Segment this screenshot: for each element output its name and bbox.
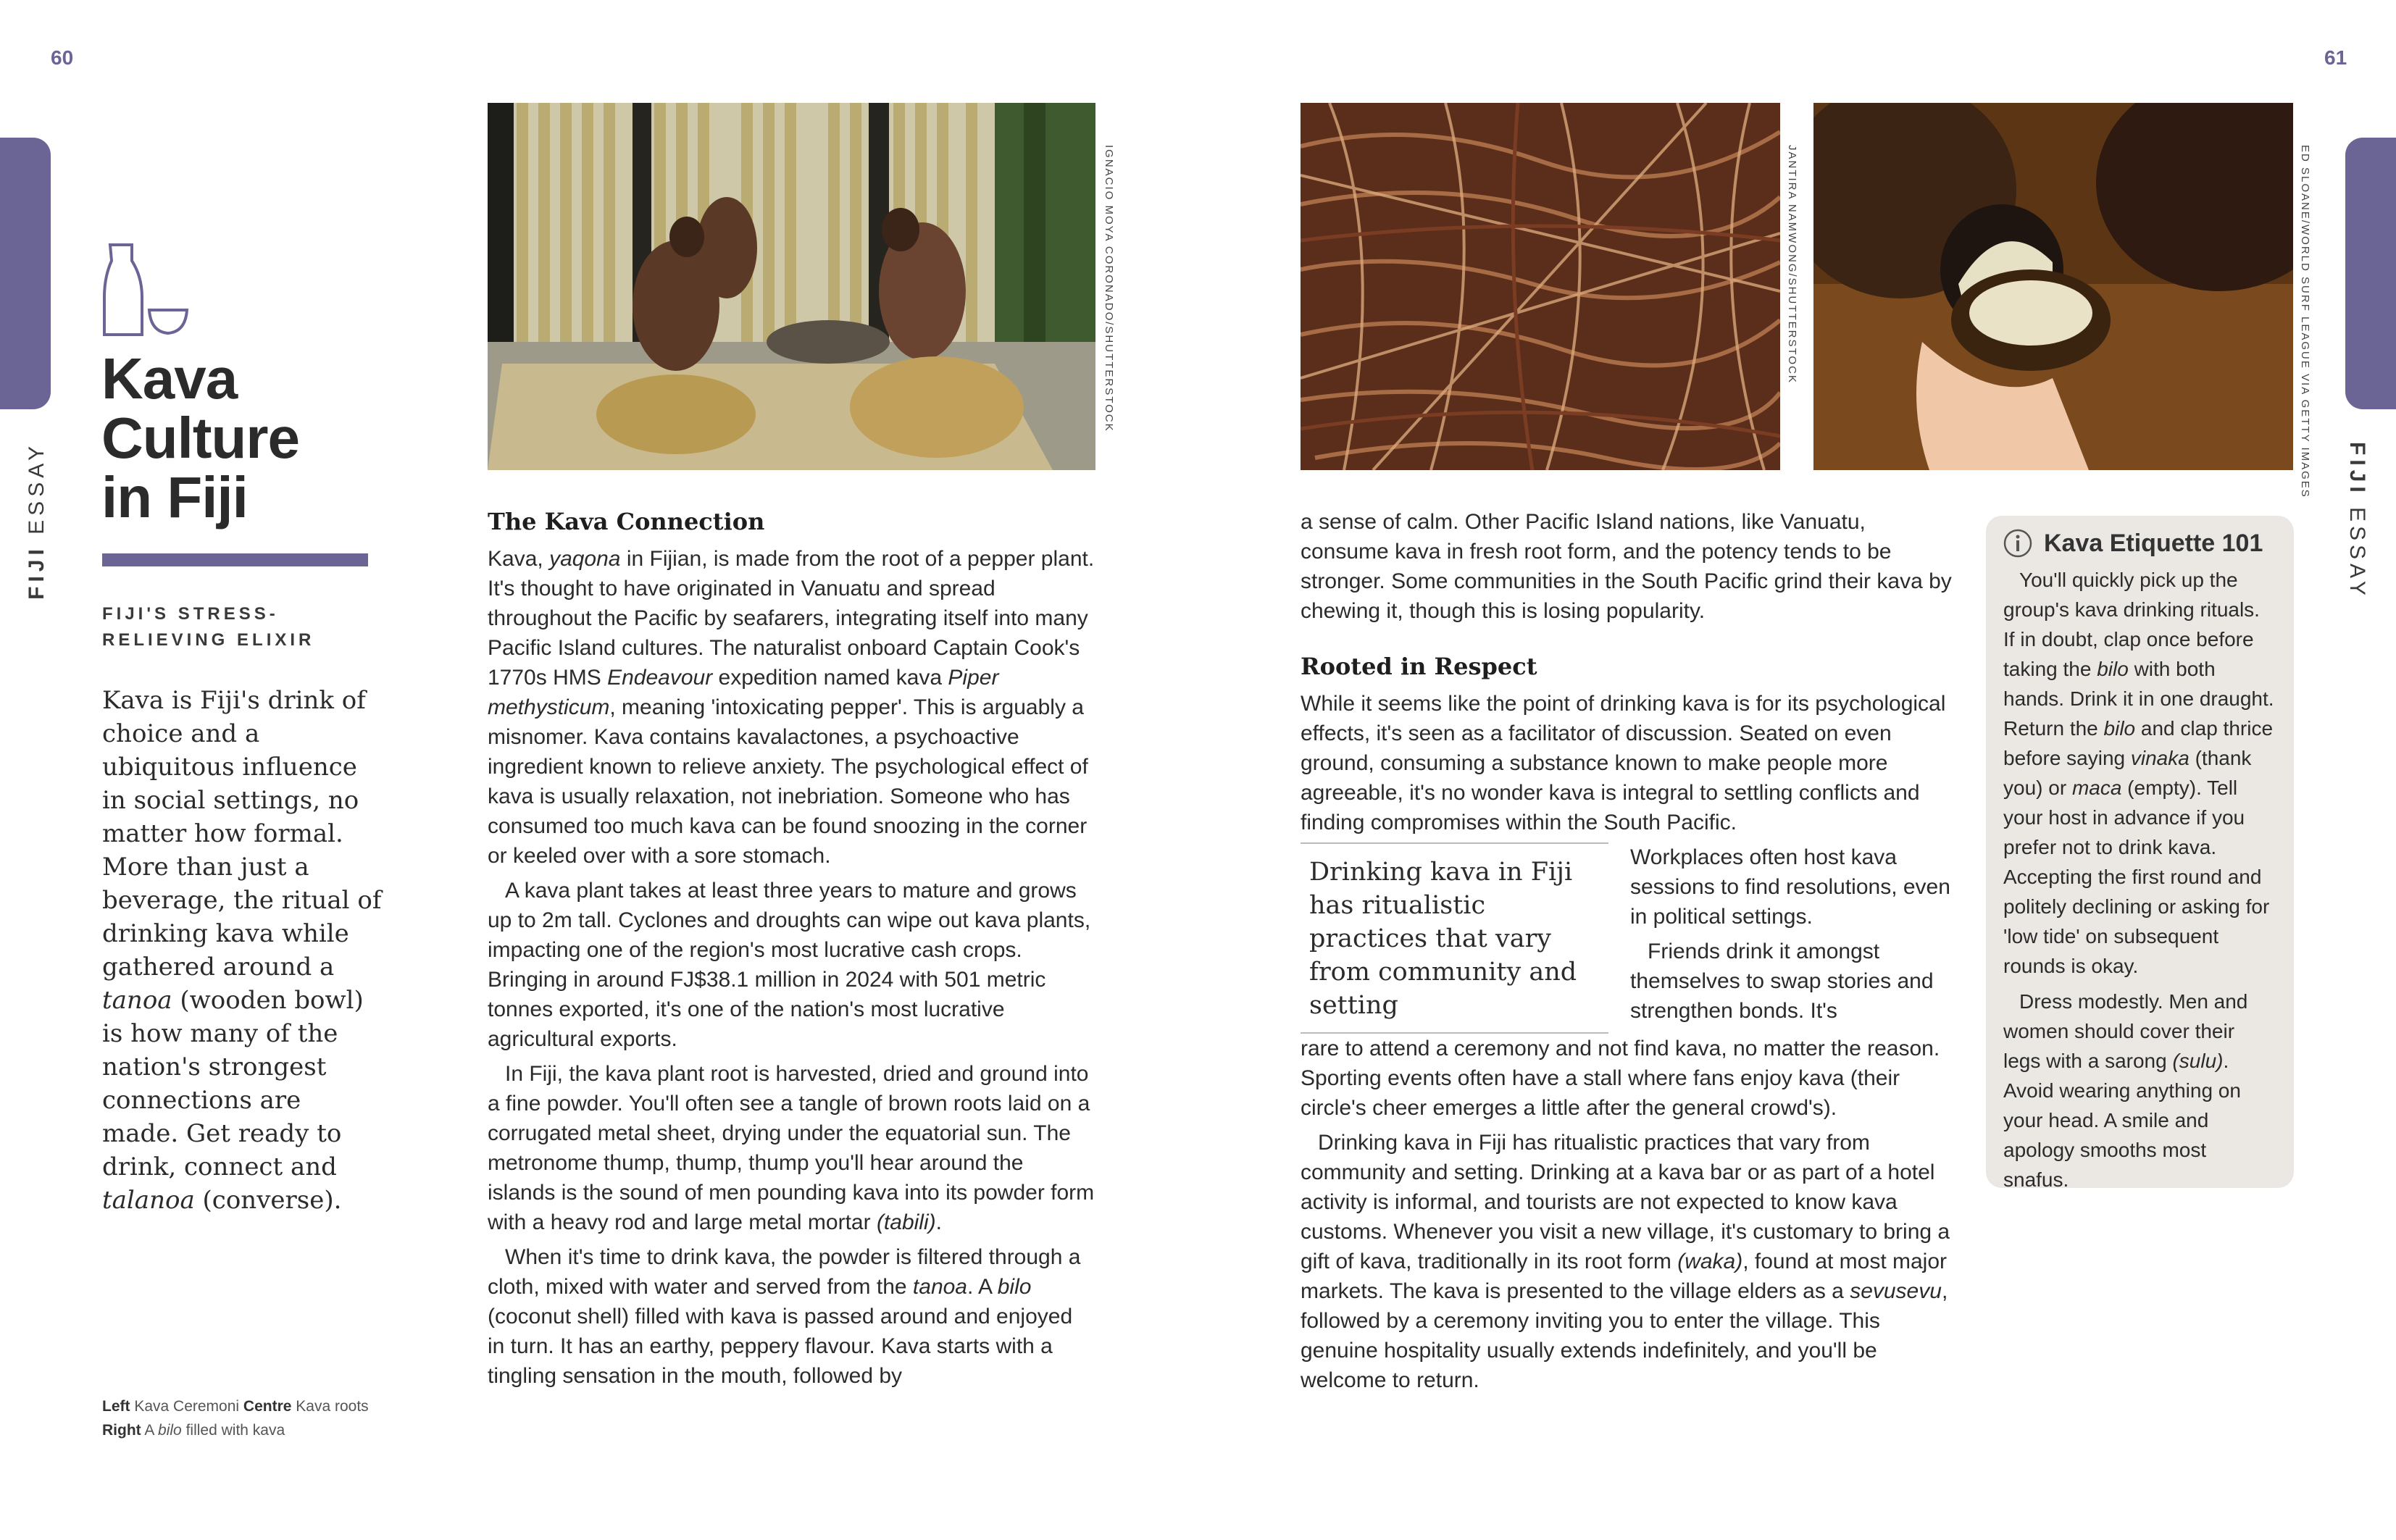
section-tab-right [2345,138,2396,409]
paragraph: Friends drink it amongst themselves to swap stories and strengthen bonds. It's [1630,940,1934,1023]
section-heading: The Kava Connection [488,508,765,535]
paragraph: When it's time to drink kava, the powder is filtered through a cloth, mixed with water and served from the tanoa. A bilo (coconut shell) filled with kava is passed around and enjoyed in turn. It has an earthy, peppery flavour. Kava starts with a tingling sensation in the mouth, followed by [488,1245,1081,1388]
section-label-bold: FIJI [25,545,49,600]
title-line: Kava [101,346,238,411]
term-tanoa: tanoa [102,986,172,1015]
article-column-2 [1301,507,1953,1400]
kava-roots-photo [1301,103,1780,470]
page-number-right: 61 [2324,46,2347,69]
paragraph: Drinking kava in Fiji has ritualistic practices that vary from community and setting. Drinking at a kava bar or as part of a hotel activity is informal, and tourists are not expected to know kava customs. Whenever you visit a new village, it's customary to bring a gift of kava, traditionally in its root form (waka), found at most major markets. The kava is presented to the village elders as a sevusevu, followed by a ceremony inviting you to enter the village. This genuine hospitality usually extends indefinitely, and you'll be welcome to return. [1301,1131,1950,1392]
article-column-1 [488,507,1095,1396]
photo-credit-right: ED SLOANE/WORLD SURF LEAGUE VIA GETTY IMAGES [2299,145,2311,498]
sidebar-title: Kava Etiquette 101 [2044,529,2263,557]
section-label-bold: FIJI [2345,442,2369,497]
photo-caption: Left Kava Ceremoni Centre Kava roots Right A bilo filled with kava [102,1398,369,1439]
section-label-right [2345,442,2369,600]
paragraph: While it seems like the point of drinking kava is for its psychological effects, it's seen as a facilitator of discussion. Seated on even ground, consuming a substance known to make people more agreeable, it's no wonder kava is integral to settling conflicts and finding compromises within the South Pacific. [1301,692,1946,834]
kicker [102,601,314,653]
paragraph: You'll quickly pick up the group's kava drinking rituals. If in doubt, clap once before taking the bilo with both hands. Drink it in one draught. Return the bilo and clap thrice before saying vinaka (thank you) or maca (empty). Tell your host in advance if you prefer not to drink kava. Accepting the first round and politely declining or asking for 'low tide' on subsequent rounds is okay. [2003,569,2274,977]
sidebar-body [2003,565,2276,1194]
kicker-line: FIJI'S STRESS- [102,604,279,624]
page-number-left: 60 [51,46,74,69]
paragraph: A kava plant takes at least three years to mature and grows up to 2m tall. Cyclones and droughts can wipe out kava plants, impacting one of the region's most lucrative cash crops. Bringing in around FJ$38.1 million in 2024 with 501 metric tonnes exported, it's one of the nation's most lucrative agricultural exports. [488,879,1091,1051]
title-line: in Fiji [101,465,248,530]
bilo-photo [1813,103,2293,470]
pull-quote: Drinking kava in Fiji has ritualistic practices that vary from community and setting [1301,842,1608,1034]
paragraph: In Fiji, the kava plant root is harvested, dried and ground into a fine powder. You'll often see a tangle of brown roots laid on a corrugated metal sheet, drying under the equatorial sun. The metronome thump, thump, thump you'll hear around the islands is the sound of men pounding kava into its powder form with a heavy rod and large metal mortar (tabili). [488,1062,1095,1234]
info-icon [2003,529,2032,558]
kava-bottle-icon [101,239,192,340]
section-tab-left [0,138,51,409]
section-heading: Rooted in Respect [1301,653,1537,680]
section-label-text: ESSAY [25,442,49,535]
term-talanoa: talanoa [102,1186,195,1215]
section-label-text: ESSAY [2345,507,2369,600]
title-underline-bar [102,553,368,566]
section-label-left [25,442,49,600]
photo-credit-centre: JANTIRA NAMWONG/SHUTTERSTOCK [1786,145,1798,384]
photo-credit-left: IGNACIO MOYA CORONADO/SHUTTERSTOCK [1103,145,1115,432]
paragraph: rare to attend a ceremony and not find kava, no matter the reason. Sporting events often have a stall where fans enjoy kava (their circle's cheer emerges a little after the general crowd's). [1301,1037,1940,1120]
paragraph: Kava, yaqona in Fijian, is made from the root of a pepper plant. It's thought to have originated in Vanuatu and spread throughout the Pacific by seafarers, integrating itself into many Pacific Island cultures. The naturalist onboard Captain Cook's 1770s HMS Endeavour expedition named kava Piper methysticum, meaning 'intoxicating pepper'. This is arguably a misnomer. Kava contains kavalactones, a psychoactive ingredient known to relieve anxiety. The psychological effect of kava is usually relaxation, not inebriation. Someone who has consumed too much kava can be found snoozing in the corner or keeled over with a sore stomach. [488,547,1095,868]
etiquette-sidebar [1986,516,2294,1191]
kicker-line: RELIEVING ELIXIR [102,630,315,650]
title-line: Culture [101,406,299,470]
intro-paragraph: Kava is Fiji's drink of choice and a ubiquitous influence in social settings, no matter how formal. More than just a beverage, the ritual of drinking kava while gathered around a tanoa (wooden bowl) is how many of the nation's strongest connections are made. Get ready to drink, connect and talanoa (converse). [102,686,382,1215]
article-title [101,346,348,530]
kava-ceremony-photo [488,103,1095,470]
continued-paragraph: a sense of calm. Other Pacific Island nations, like Vanuatu, consume kava in fresh root form, and the potency tends to be stronger. Some communities in the South Pacific grind their kava by chewing it, though this is losing popularity. [1301,510,1952,623]
paragraph: Dress modestly. Men and women should cover their legs with a sarong (sulu). Avoid wearing anything on your head. A smile and apology smooths most snafus. [2003,990,2248,1191]
paragraph: Workplaces often host kava sessions to find resolutions, even in political settings. [1630,845,1950,929]
